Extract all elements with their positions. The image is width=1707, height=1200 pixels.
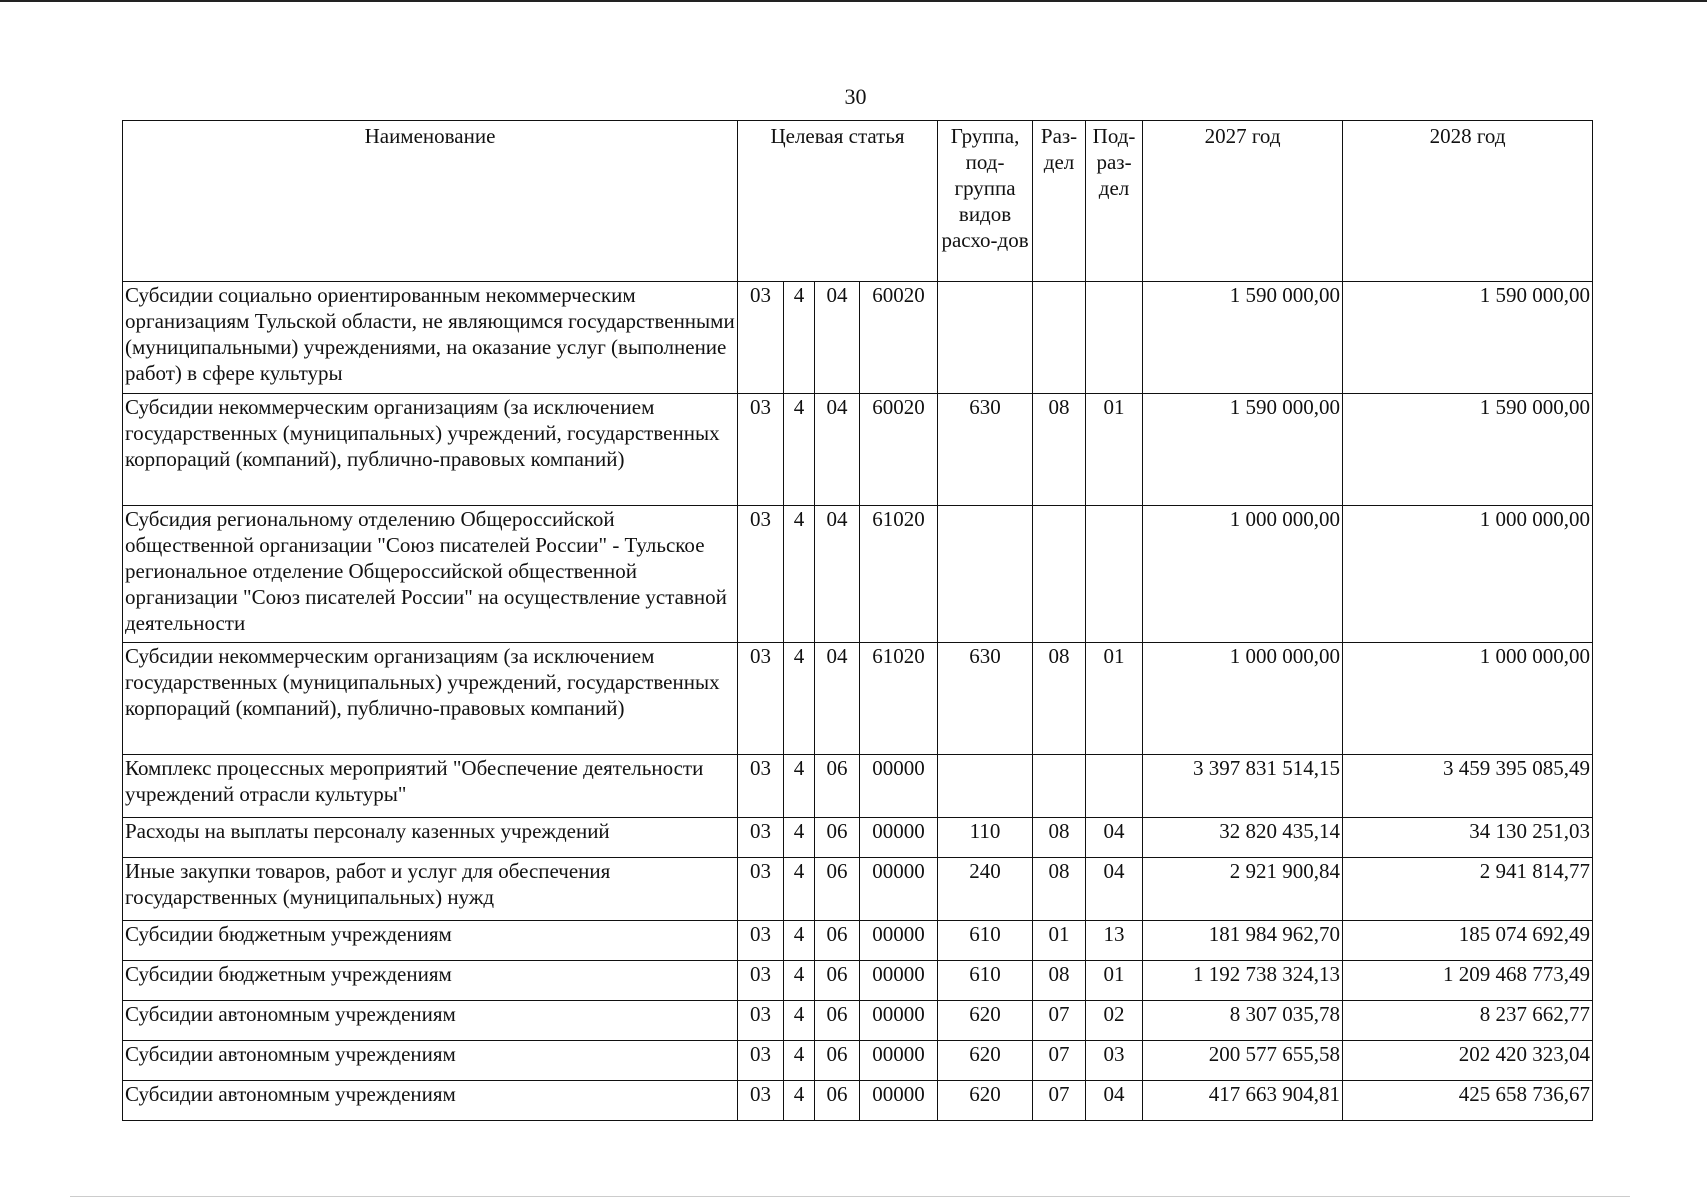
expense-group [938, 282, 1033, 394]
target-code-type: 4 [784, 394, 815, 506]
target-code-direction: 00000 [860, 921, 938, 961]
target-code-program: 03 [738, 1001, 784, 1041]
target-code-complex: 06 [815, 755, 860, 818]
amount-2027: 32 820 435,14 [1143, 818, 1343, 858]
header-year-2028: 2028 год [1343, 121, 1593, 282]
subsection-code [1086, 755, 1143, 818]
header-year-2027: 2027 год [1143, 121, 1343, 282]
target-code-direction: 00000 [860, 1001, 938, 1041]
target-code-direction: 00000 [860, 858, 938, 921]
expense-group: 630 [938, 394, 1033, 506]
target-code-type: 4 [784, 282, 815, 394]
section-code: 08 [1033, 643, 1086, 755]
header-section: Раз-дел [1033, 121, 1086, 282]
target-code-type: 4 [784, 1001, 815, 1041]
target-code-direction: 00000 [860, 1081, 938, 1121]
target-code-direction: 61020 [860, 506, 938, 643]
section-code [1033, 506, 1086, 643]
amount-2027: 200 577 655,58 [1143, 1041, 1343, 1081]
amount-2028: 1 590 000,00 [1343, 282, 1593, 394]
amount-2028: 1 590 000,00 [1343, 394, 1593, 506]
target-code-type: 4 [784, 961, 815, 1001]
row-name: Субсидии автономным учреждениям [123, 1001, 738, 1041]
target-code-program: 03 [738, 858, 784, 921]
target-code-type: 4 [784, 1041, 815, 1081]
target-code-complex: 06 [815, 921, 860, 961]
page-top-rule [0, 0, 1707, 2]
expense-group: 630 [938, 643, 1033, 755]
target-code-complex: 06 [815, 858, 860, 921]
header-subsection: Под-раз-дел [1086, 121, 1143, 282]
target-code-program: 03 [738, 961, 784, 1001]
amount-2027: 1 000 000,00 [1143, 506, 1343, 643]
amount-2028: 1 209 468 773,49 [1343, 961, 1593, 1001]
table-body [123, 282, 1593, 1121]
amount-2028: 8 237 662,77 [1343, 1001, 1593, 1041]
subsection-code [1086, 506, 1143, 643]
row-name: Субсидии автономным учреждениям [123, 1041, 738, 1081]
expense-group: 610 [938, 921, 1033, 961]
page-bottom-rule [70, 1196, 1630, 1197]
row-name: Комплекс процессных мероприятий "Обеспечение деятельности учреждений отрасли культуры" [123, 755, 738, 818]
row-name: Иные закупки товаров, работ и услуг для обеспечения государственных (муниципальных) нужд [123, 858, 738, 921]
amount-2028: 425 658 736,67 [1343, 1081, 1593, 1121]
table-row [123, 1001, 1593, 1041]
row-name: Субсидии некоммерческим организациям (за исключением государственных (муниципальных) учреждений, государственных корпораций (компаний), публично-правовых компаний) [123, 394, 738, 506]
page-number-text: 30 [844, 84, 867, 109]
row-name: Субсидия региональному отделению Общероссийской общественной организации "Союз писателей России" - Тульское региональное отделение Общероссийской общественной организации "Союз писателей России" на осуществление уставной деятельности [123, 506, 738, 643]
expense-group: 240 [938, 858, 1033, 921]
target-code-complex: 06 [815, 1001, 860, 1041]
amount-2027: 3 397 831 514,15 [1143, 755, 1343, 818]
target-code-type: 4 [784, 643, 815, 755]
header-name: Наименование [123, 121, 738, 282]
amount-2028: 1 000 000,00 [1343, 643, 1593, 755]
target-code-complex: 04 [815, 282, 860, 394]
section-code [1033, 755, 1086, 818]
amount-2027: 181 984 962,70 [1143, 921, 1343, 961]
subsection-code: 04 [1086, 1081, 1143, 1121]
target-code-type: 4 [784, 755, 815, 818]
target-code-type: 4 [784, 1081, 815, 1121]
amount-2028: 202 420 323,04 [1343, 1041, 1593, 1081]
budget-table [122, 120, 1593, 1121]
amount-2028: 2 941 814,77 [1343, 858, 1593, 921]
page-number [0, 84, 1707, 110]
section-code: 01 [1033, 921, 1086, 961]
target-code-complex: 04 [815, 506, 860, 643]
row-name: Субсидии некоммерческим организациям (за исключением государственных (муниципальных) учреждений, государственных корпораций (компаний), публично-правовых компаний) [123, 643, 738, 755]
subsection-code: 01 [1086, 394, 1143, 506]
target-code-type: 4 [784, 858, 815, 921]
target-code-program: 03 [738, 394, 784, 506]
subsection-code: 02 [1086, 1001, 1143, 1041]
table-row [123, 921, 1593, 961]
subsection-code: 04 [1086, 818, 1143, 858]
amount-2027: 1 192 738 324,13 [1143, 961, 1343, 1001]
table-row [123, 394, 1593, 506]
amount-2028: 1 000 000,00 [1343, 506, 1593, 643]
target-code-program: 03 [738, 818, 784, 858]
expense-group: 620 [938, 1081, 1033, 1121]
section-code: 07 [1033, 1001, 1086, 1041]
expense-group: 620 [938, 1041, 1033, 1081]
table-row [123, 858, 1593, 921]
target-code-type: 4 [784, 818, 815, 858]
target-code-program: 03 [738, 1041, 784, 1081]
amount-2027: 1 000 000,00 [1143, 643, 1343, 755]
section-code: 08 [1033, 818, 1086, 858]
amount-2027: 417 663 904,81 [1143, 1081, 1343, 1121]
table-header-row [123, 121, 1593, 282]
target-code-program: 03 [738, 282, 784, 394]
target-code-program: 03 [738, 921, 784, 961]
table-row [123, 755, 1593, 818]
section-code: 07 [1033, 1081, 1086, 1121]
target-code-program: 03 [738, 643, 784, 755]
target-code-direction: 00000 [860, 1041, 938, 1081]
amount-2027: 8 307 035,78 [1143, 1001, 1343, 1041]
section-code: 08 [1033, 394, 1086, 506]
header-expense-group: Группа, под-группа видов расхо-дов [938, 121, 1033, 282]
header-target-article: Целевая статья [738, 121, 938, 282]
subsection-code: 01 [1086, 961, 1143, 1001]
target-code-direction: 00000 [860, 818, 938, 858]
target-code-program: 03 [738, 506, 784, 643]
section-code [1033, 282, 1086, 394]
table-row [123, 1041, 1593, 1081]
target-code-complex: 04 [815, 643, 860, 755]
row-name: Субсидии социально ориентированным некоммерческим организациям Тульской области, не являющимся государственными (муниципальными) учреждениями, на оказание услуг (выполнение работ) в сфере культуры [123, 282, 738, 394]
target-code-direction: 60020 [860, 394, 938, 506]
subsection-code [1086, 282, 1143, 394]
target-code-program: 03 [738, 755, 784, 818]
section-code: 08 [1033, 961, 1086, 1001]
target-code-complex: 06 [815, 1081, 860, 1121]
amount-2027: 2 921 900,84 [1143, 858, 1343, 921]
section-code: 08 [1033, 858, 1086, 921]
subsection-code: 03 [1086, 1041, 1143, 1081]
target-code-direction: 61020 [860, 643, 938, 755]
target-code-complex: 06 [815, 1041, 860, 1081]
amount-2027: 1 590 000,00 [1143, 282, 1343, 394]
table-row [123, 961, 1593, 1001]
amount-2028: 185 074 692,49 [1343, 921, 1593, 961]
table-row [123, 1081, 1593, 1121]
target-code-direction: 00000 [860, 961, 938, 1001]
expense-group: 110 [938, 818, 1033, 858]
target-code-complex: 06 [815, 818, 860, 858]
target-code-direction: 60020 [860, 282, 938, 394]
row-name: Субсидии бюджетным учреждениям [123, 921, 738, 961]
amount-2027: 1 590 000,00 [1143, 394, 1343, 506]
table-row [123, 282, 1593, 394]
table-row [123, 818, 1593, 858]
row-name: Субсидии бюджетным учреждениям [123, 961, 738, 1001]
subsection-code: 01 [1086, 643, 1143, 755]
subsection-code: 04 [1086, 858, 1143, 921]
expense-group [938, 506, 1033, 643]
target-code-type: 4 [784, 921, 815, 961]
target-code-complex: 06 [815, 961, 860, 1001]
target-code-direction: 00000 [860, 755, 938, 818]
row-name: Расходы на выплаты персоналу казенных учреждений [123, 818, 738, 858]
target-code-program: 03 [738, 1081, 784, 1121]
expense-group [938, 755, 1033, 818]
amount-2028: 34 130 251,03 [1343, 818, 1593, 858]
target-code-type: 4 [784, 506, 815, 643]
subsection-code: 13 [1086, 921, 1143, 961]
section-code: 07 [1033, 1041, 1086, 1081]
expense-group: 620 [938, 1001, 1033, 1041]
table-row [123, 643, 1593, 755]
expense-group: 610 [938, 961, 1033, 1001]
table-row [123, 506, 1593, 643]
target-code-complex: 04 [815, 394, 860, 506]
amount-2028: 3 459 395 085,49 [1343, 755, 1593, 818]
row-name: Субсидии автономным учреждениям [123, 1081, 738, 1121]
